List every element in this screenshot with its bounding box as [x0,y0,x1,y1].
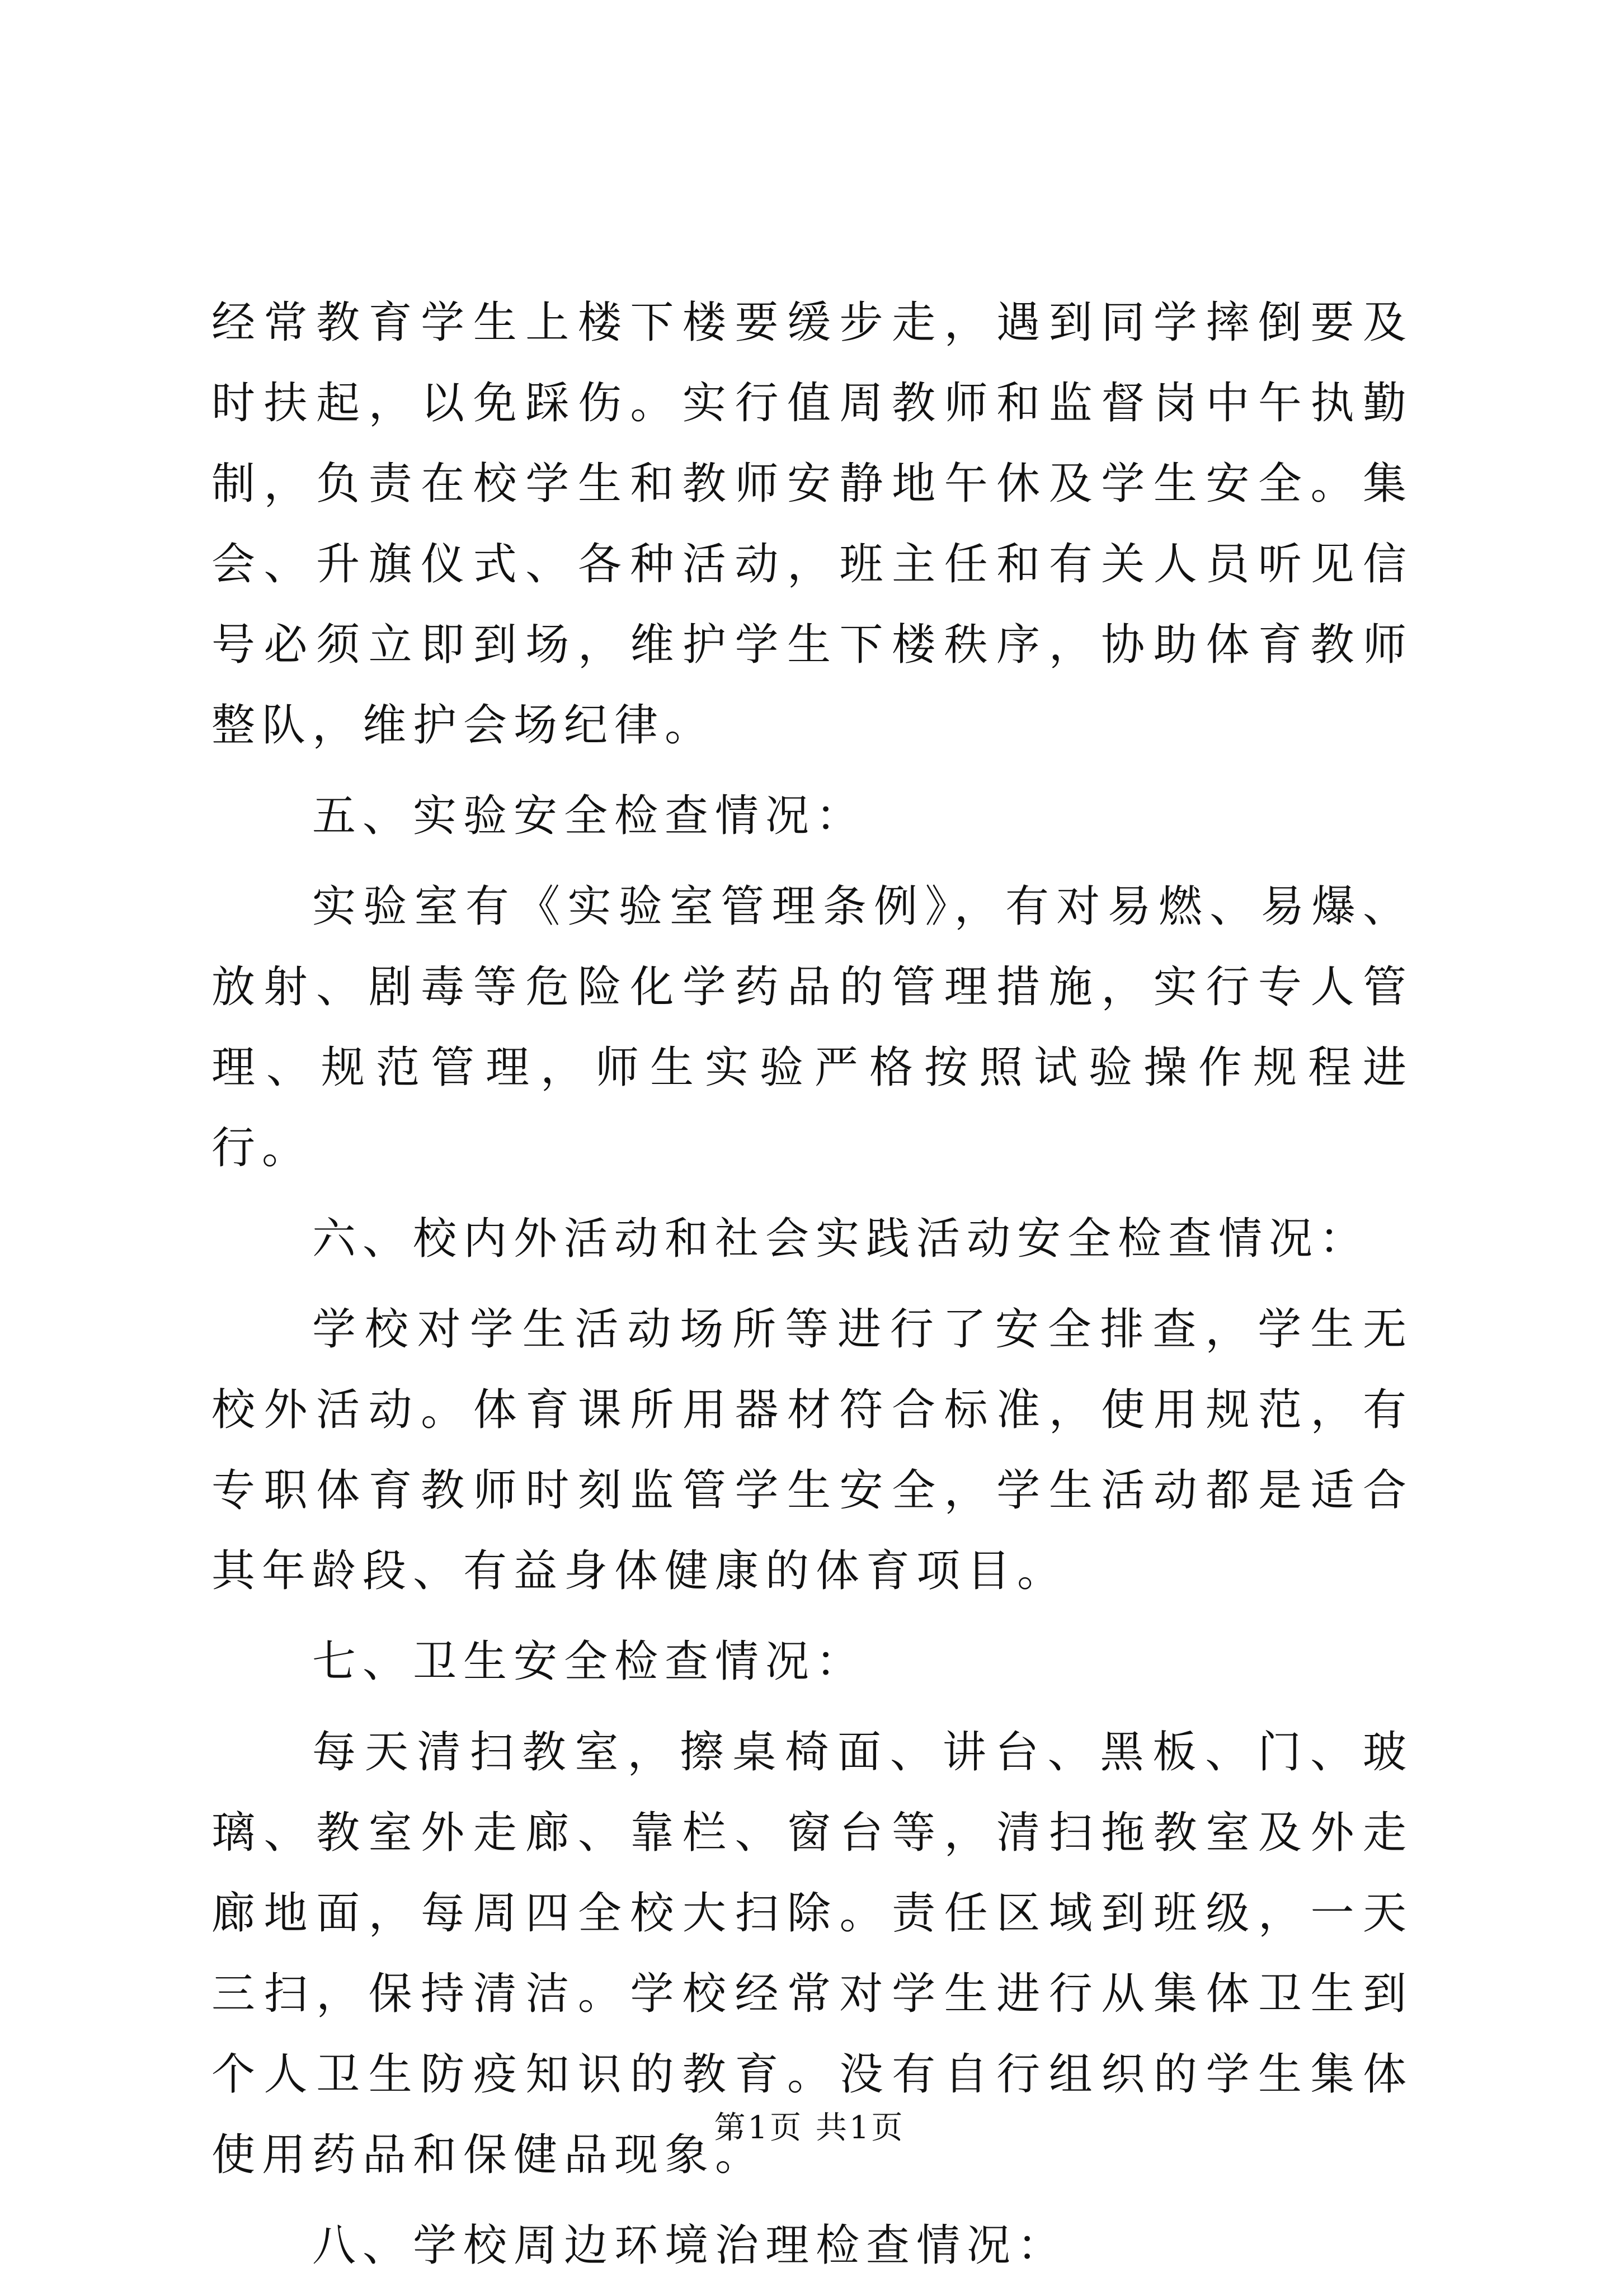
page-footer: 第1页 共1页 [714,2110,905,2146]
section-heading-8: 八、学校周边环境治理检查情况： [312,2220,1068,2271]
section-heading-5: 五、实验安全检查情况： [312,791,867,841]
document-body [211,282,1413,2296]
paragraph-continuation: 经常教育学生上楼下楼要缓步走，遇到同学摔倒要及时扶起，以免踩伤。实行值周教师和监督岗中午执勤制，负责在校学生和教师安静地午休及学生安全。集会、升旗仪式、各种活动，班主任和有关人员听见信号必须立即到场，维护学生下楼秩序，协助体育教师整队，维护会场纪律。 [211,298,1413,751]
paragraph-activities-safety: 学校对学生活动场所等进行了安全排查，学生无校外活动。体育课所用器材符合标准，使用规范，有专职体育教师时刻监管学生安全，学生活动都是适合其年龄段、有益身体健康的体育项目。 [211,1304,1413,1596]
section-heading-7: 七、卫生安全检查情况： [312,1637,867,1687]
paragraph-hygiene-safety: 每天清扫教室，擦桌椅面、讲台、黑板、门、玻璃、教室外走廊、靠栏、窗台等，清扫拖教室及外走廊地面，每周四全校大扫除。责任区域到班级，一天三扫，保持清洁。学校经常对学生进行从集体卫生到个人卫生防疫知识的教育。没有自行组织的学生集体使用药品和保健品现象。 [211,1727,1413,2180]
section-heading-6: 六、校内外活动和社会实践活动安全检查情况： [312,1214,1370,1264]
paragraph-lab-safety: 实验室有《实验室管理条例》，有对易燃、易爆、放射、剧毒等危险化学药品的管理措施，实行专人管理、规范管理，师生实验严格按照试验操作规程进行。 [211,881,1413,1173]
